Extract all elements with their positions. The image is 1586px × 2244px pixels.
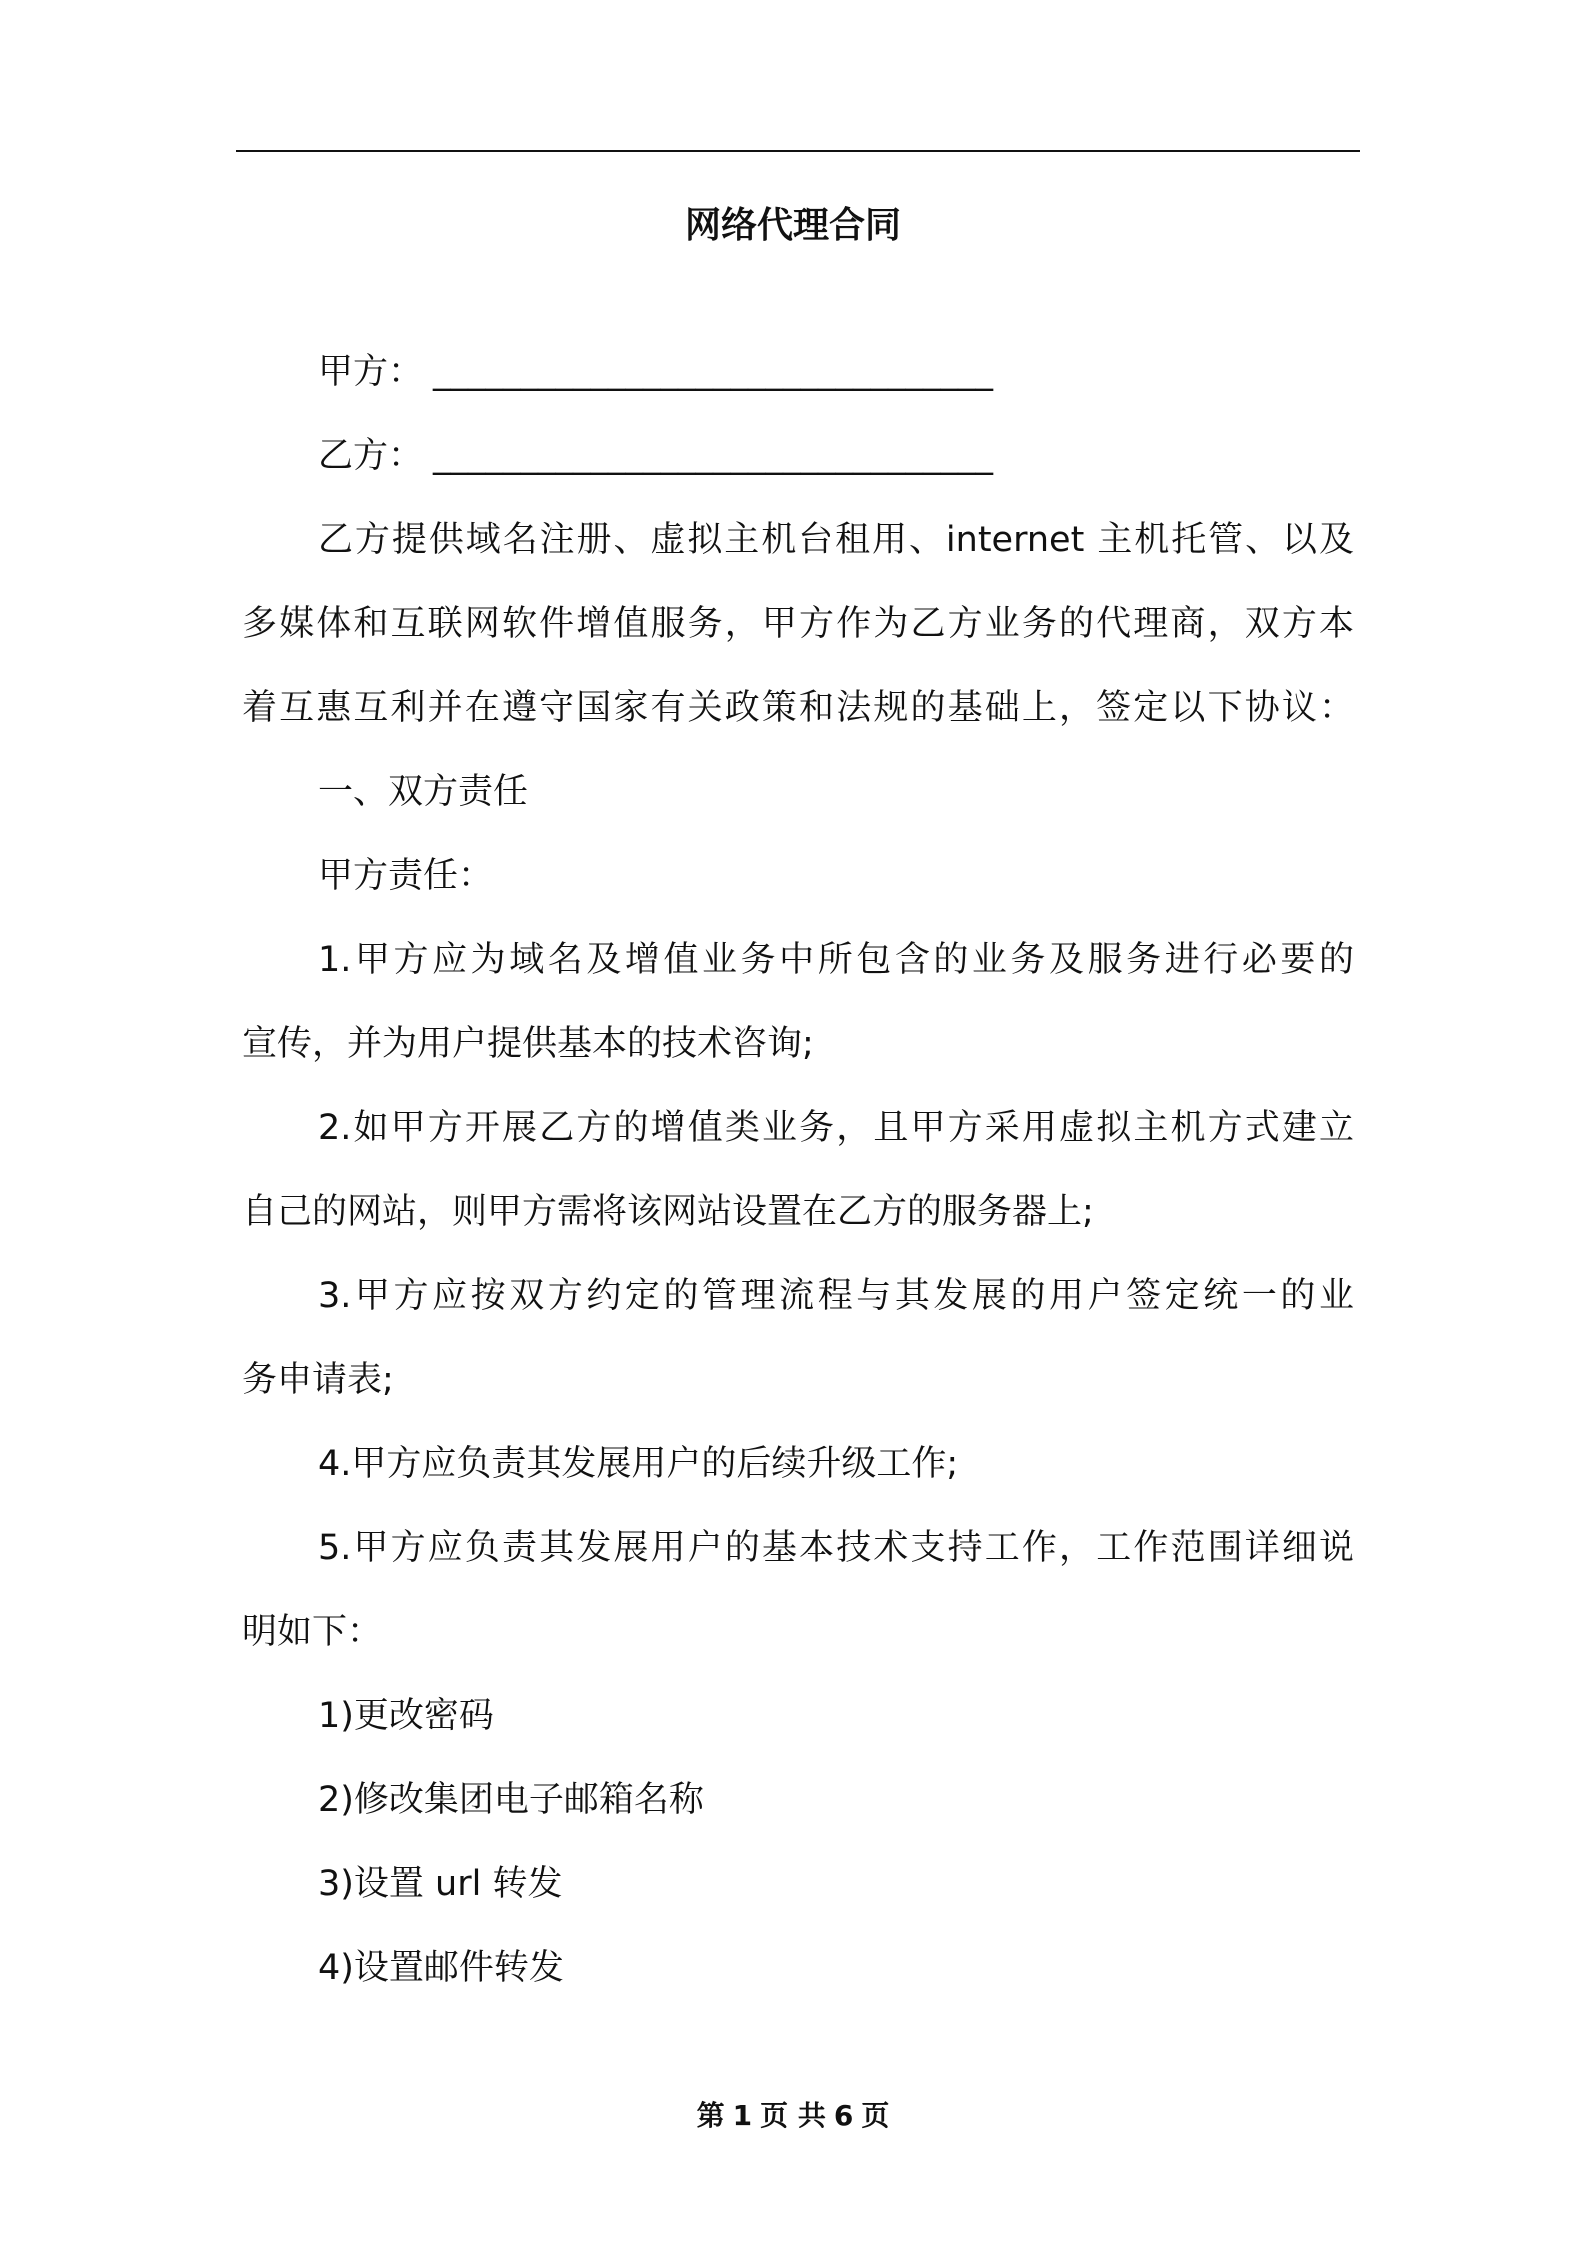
party-b-blank: ________________________________	[433, 436, 994, 476]
party-b-line	[242, 414, 1354, 498]
footer-prefix: 第	[696, 2099, 725, 2132]
party-a-blank: ________________________________	[433, 352, 994, 392]
item-2-line-2: 自己的网站，则甲方需将该网站设置在乙方的服务器上;	[242, 1192, 1094, 1232]
sub-item-4: 4)设置邮件转发	[318, 1948, 564, 1988]
party-a-duties-heading: 甲方责任：	[318, 856, 494, 896]
party-b-label: 乙方：	[318, 436, 424, 476]
item-1-line-1: 1.甲方应为域名及增值业务中所包含的业务及服务进行必要的	[318, 940, 1354, 980]
footer-total-pages: 6	[833, 2099, 854, 2132]
sub-item-1: 1)更改密码	[318, 1696, 494, 1736]
item-3-line-1: 3.甲方应按双方约定的管理流程与其发展的用户签定统一的业	[318, 1276, 1354, 1316]
sub-item-2: 2)修改集团电子邮箱名称	[318, 1780, 704, 1820]
item-5-line-1: 5.甲方应负责其发展用户的基本技术支持工作，工作范围详细说	[318, 1528, 1354, 1568]
item-2-line-1: 2.如甲方开展乙方的增值类业务，且甲方采用虚拟主机方式建立	[318, 1108, 1354, 1148]
sub-item-3: 3)设置 url 转发	[318, 1864, 563, 1904]
item-1-line-2: 宣传，并为用户提供基本的技术咨询;	[242, 1024, 814, 1064]
intro-line-3: 着互惠互利并在遵守国家有关政策和法规的基础上，签定以下协议：	[242, 688, 1354, 728]
intro-line-2: 多媒体和互联网软件增值服务，甲方作为乙方业务的代理商，双方本	[242, 604, 1354, 644]
party-a-line	[242, 330, 1354, 414]
party-a-label: 甲方：	[318, 352, 424, 392]
intro-line-1: 乙方提供域名注册、虚拟主机台租用、internet 主机托管、以及	[318, 520, 1354, 560]
document-title: 网络代理合同	[684, 205, 901, 246]
item-4: 4.甲方应负责其发展用户的后续升级工作;	[318, 1444, 959, 1484]
item-5-line-2: 明如下：	[242, 1612, 383, 1652]
header-rule	[236, 150, 1360, 152]
page-footer	[0, 2096, 1586, 2136]
footer-page-number: 1	[732, 2099, 753, 2132]
footer-suffix: 页	[861, 2099, 890, 2132]
item-3-line-2: 务申请表;	[242, 1360, 394, 1400]
document-body	[242, 330, 1354, 2010]
footer-middle: 页 共	[760, 2099, 826, 2132]
section-heading: 一、双方责任	[318, 772, 529, 812]
